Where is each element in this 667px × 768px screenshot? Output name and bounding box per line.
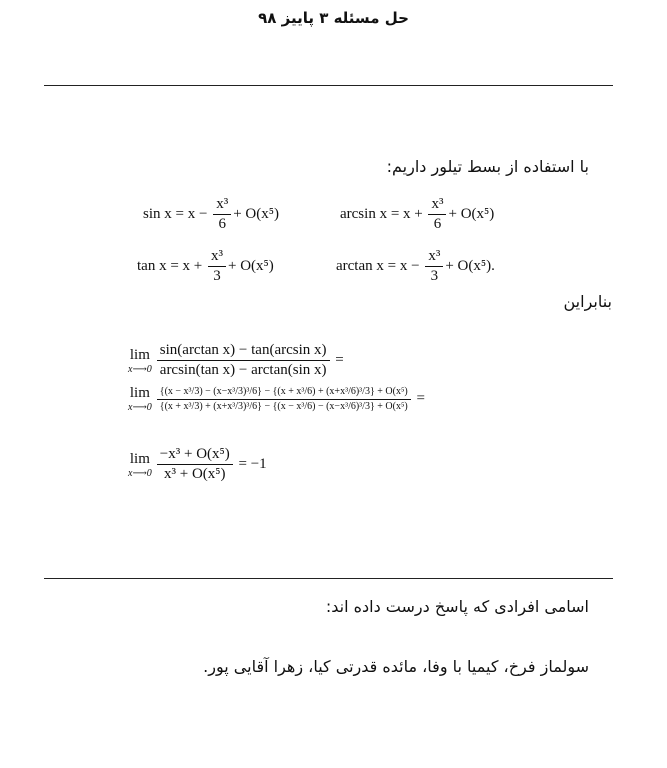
limit-line-1: lim x⟶0 $\frac{\text{sin(arctan x) − tan(arcsin x)}}{\text{arcsin(tan x) − arctan(sin x)}}$ =: [128, 342, 344, 379]
taylor-arcsin: arcsin x = x + $\frac{\text{x³}}{6}$ + O(x⁵): [340, 196, 495, 233]
taylor-tan: tan x = x + $\frac{\text{x³}}{3}$ + O(x⁵): [137, 248, 274, 285]
therefore-text: بنابراین: [563, 292, 612, 311]
limit-line-3: lim x⟶0 $\frac{\text{−x³ + O(x⁵)}}{\text{x³ + O(x⁵)}}$ = −1: [128, 446, 267, 483]
intro-text: با استفاده از بسط تیلور داریم:: [386, 157, 589, 176]
taylor-sin: sin x = x − $\frac{\text{x³}}{6}$ + O(x⁵): [143, 196, 279, 233]
limit-line-2: lim x⟶0 {(x − x³/3) − (x−x³/3)³/6} − {(x + x³/6) + (x+x³/6)³/3} + O(x⁵) {(x + x³/3) + (x+x³/3)³/6} − {(x − x³/6) − (x−x³/6)³/3} + O(x⁵) =: [128, 385, 425, 413]
people-list: سولماز فرخ، کیمیا با وفا، مائده قدرتی کیا، زهرا آقایی پور.: [203, 657, 589, 676]
taylor-arctan: arctan x = x − $\frac{\text{x³}}{3}$ + O(x⁵).: [336, 248, 495, 285]
bottom-divider: [44, 578, 613, 579]
people-heading: اسامی افرادی که پاسخ درست داده اند:: [325, 597, 589, 616]
page-title: حل مسئله ۳ پاییز ۹۸: [258, 9, 409, 27]
top-divider: [44, 85, 613, 86]
